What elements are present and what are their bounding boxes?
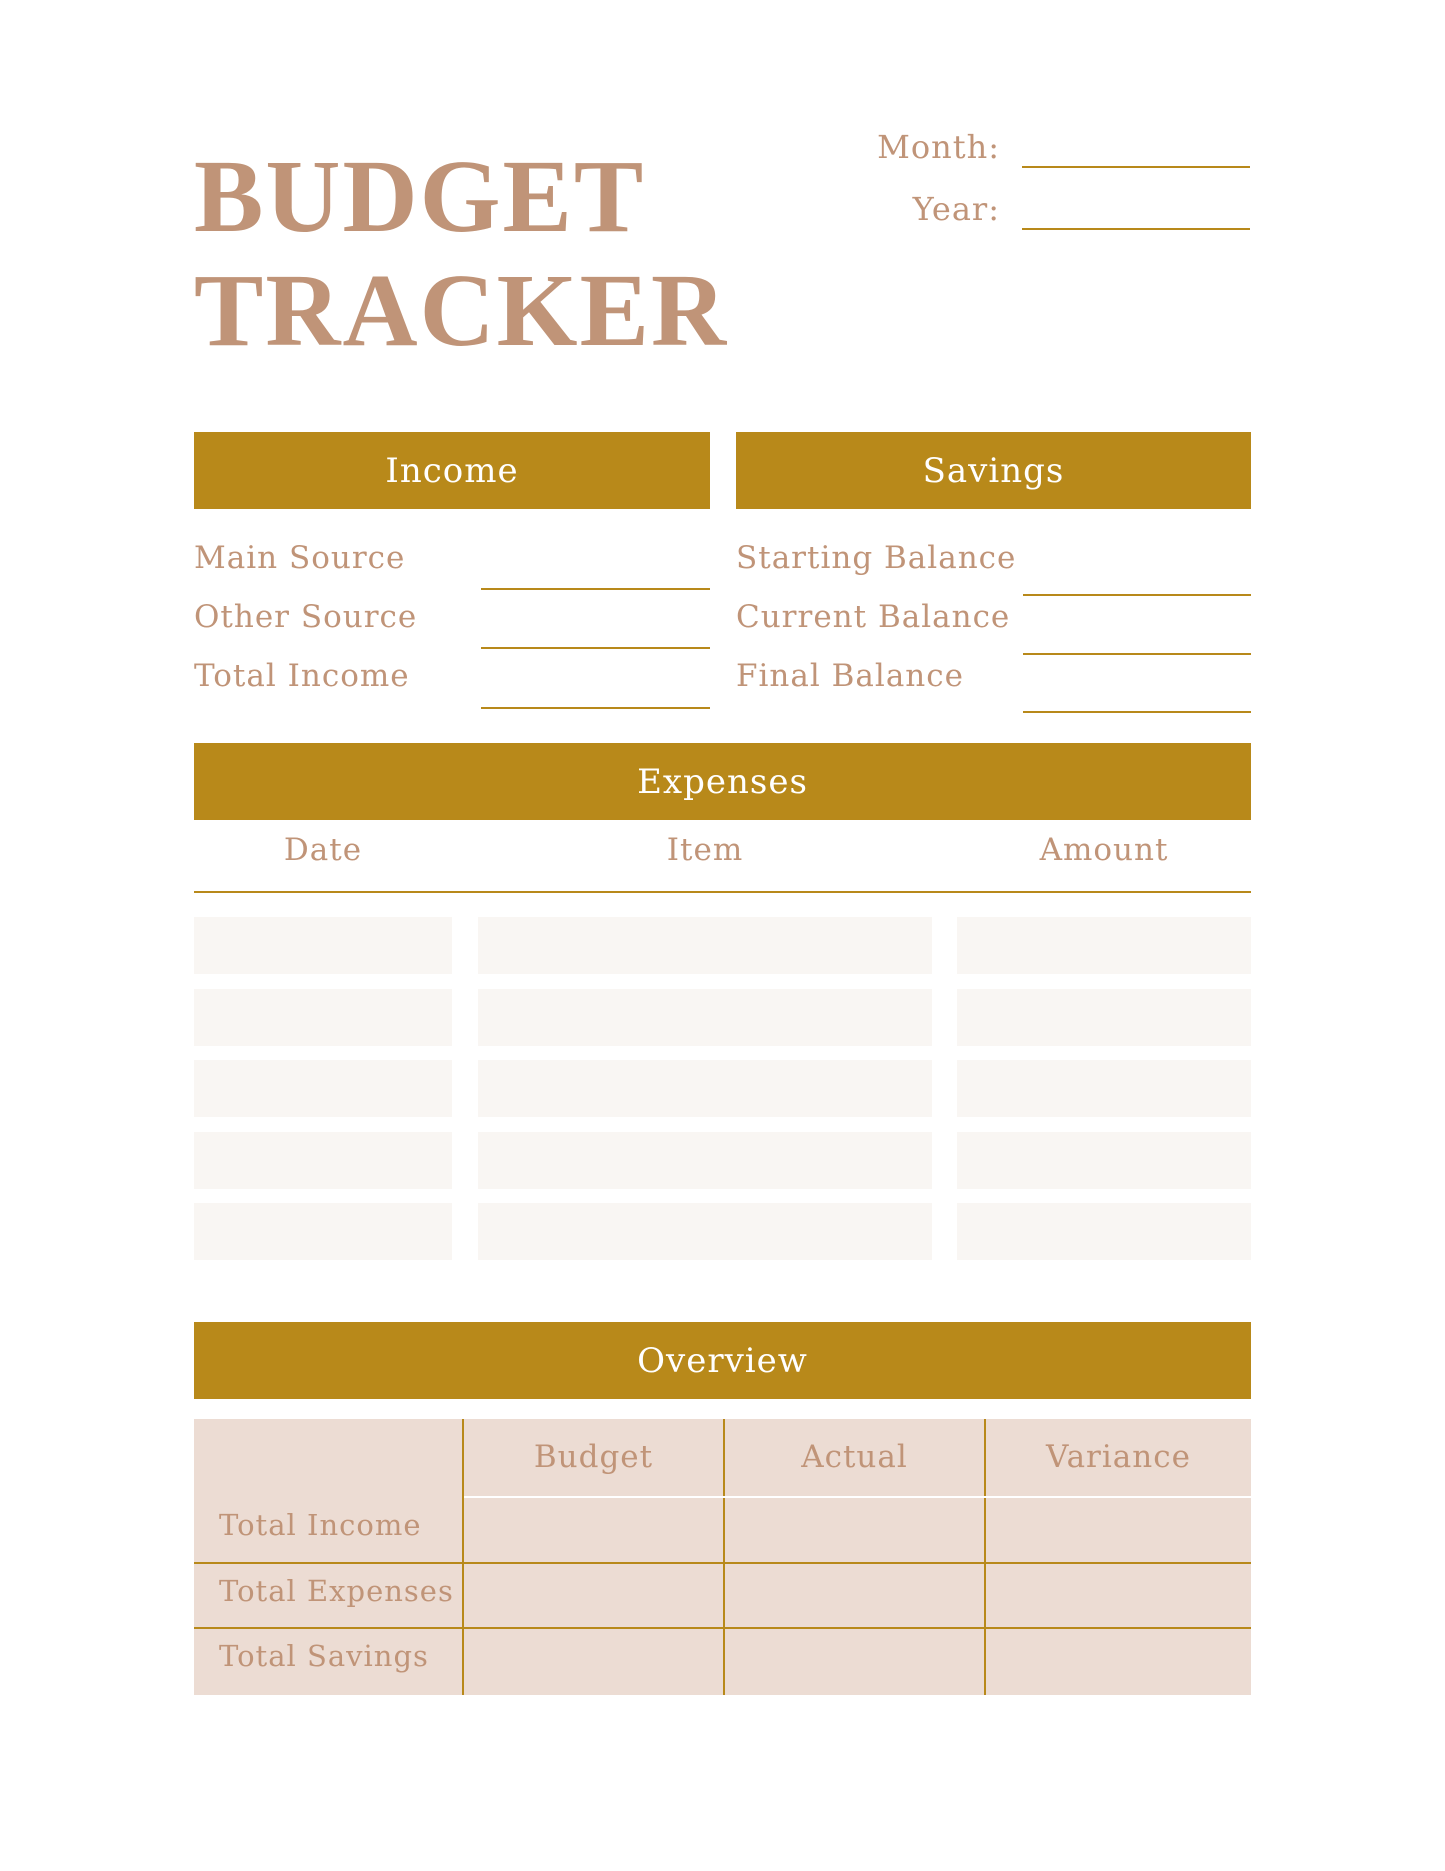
income-field-total <box>194 652 710 696</box>
year-field[interactable] <box>1022 228 1250 230</box>
overview-table <box>194 1419 1251 1695</box>
expenses-col-item: Item <box>666 832 744 868</box>
year-row <box>860 190 1250 230</box>
expenses-col-amount: Amount <box>1039 832 1169 868</box>
overview-row-expenses: Total Expenses <box>219 1574 454 1608</box>
overview-header-divider <box>464 1496 1251 1498</box>
expense-amount-cell[interactable] <box>957 1132 1251 1189</box>
expense-date-cell[interactable] <box>194 917 452 974</box>
income-field-main <box>194 534 710 578</box>
title-line-1: BUDGET <box>194 139 646 254</box>
savings-heading: Savings <box>922 450 1065 491</box>
savings-label: Starting Balance <box>736 540 1017 576</box>
expense-amount-cell[interactable] <box>957 1060 1251 1117</box>
overview-row-savings: Total Savings <box>219 1639 429 1673</box>
savings-final-input[interactable] <box>1023 711 1251 713</box>
income-other-input[interactable] <box>481 647 710 649</box>
overview-heading: Overview <box>637 1340 808 1381</box>
expense-date-cell[interactable] <box>194 1203 452 1260</box>
expense-amount-cell[interactable] <box>957 1203 1251 1260</box>
savings-field-final <box>736 652 1251 696</box>
expense-item-cell[interactable] <box>478 917 932 974</box>
expense-item-cell[interactable] <box>478 989 932 1046</box>
expense-date-cell[interactable] <box>194 1132 452 1189</box>
expense-item-cell[interactable] <box>478 1203 932 1260</box>
expenses-heading: Expenses <box>637 761 808 802</box>
page-title <box>194 140 728 368</box>
overview-col-budget: Budget <box>533 1439 654 1475</box>
overview-col-actual: Actual <box>801 1439 908 1475</box>
income-total-input[interactable] <box>481 707 710 709</box>
expense-date-cell[interactable] <box>194 1060 452 1117</box>
expense-amount-cell[interactable] <box>957 917 1251 974</box>
income-main-input[interactable] <box>481 588 710 590</box>
overview-col-variance: Variance <box>1046 1439 1191 1475</box>
overview-header <box>194 1322 1251 1399</box>
expense-item-cell[interactable] <box>478 1132 932 1189</box>
title-line-2: TRACKER <box>194 253 729 368</box>
savings-field-starting <box>736 534 1251 578</box>
savings-label: Current Balance <box>736 599 1011 635</box>
income-header <box>194 432 710 509</box>
expense-date-cell[interactable] <box>194 989 452 1046</box>
savings-label: Final Balance <box>736 658 964 694</box>
overview-row-divider <box>194 1562 1251 1564</box>
savings-field-current <box>736 593 1251 637</box>
month-label: Month: <box>877 128 1000 166</box>
expenses-header <box>194 743 1251 820</box>
expense-amount-cell[interactable] <box>957 989 1251 1046</box>
expense-item-cell[interactable] <box>478 1060 932 1117</box>
income-heading: Income <box>385 450 519 491</box>
income-label: Total Income <box>194 658 410 694</box>
month-field[interactable] <box>1022 166 1250 168</box>
income-label: Main Source <box>194 540 406 576</box>
month-row <box>860 128 1250 168</box>
income-label: Other Source <box>194 599 418 635</box>
overview-row-income: Total Income <box>219 1508 422 1542</box>
year-label: Year: <box>912 190 1000 228</box>
expenses-col-date: Date <box>283 832 363 868</box>
savings-header <box>736 432 1251 509</box>
expenses-divider <box>194 891 1251 893</box>
overview-row-divider <box>194 1627 1251 1629</box>
income-field-other <box>194 593 710 637</box>
